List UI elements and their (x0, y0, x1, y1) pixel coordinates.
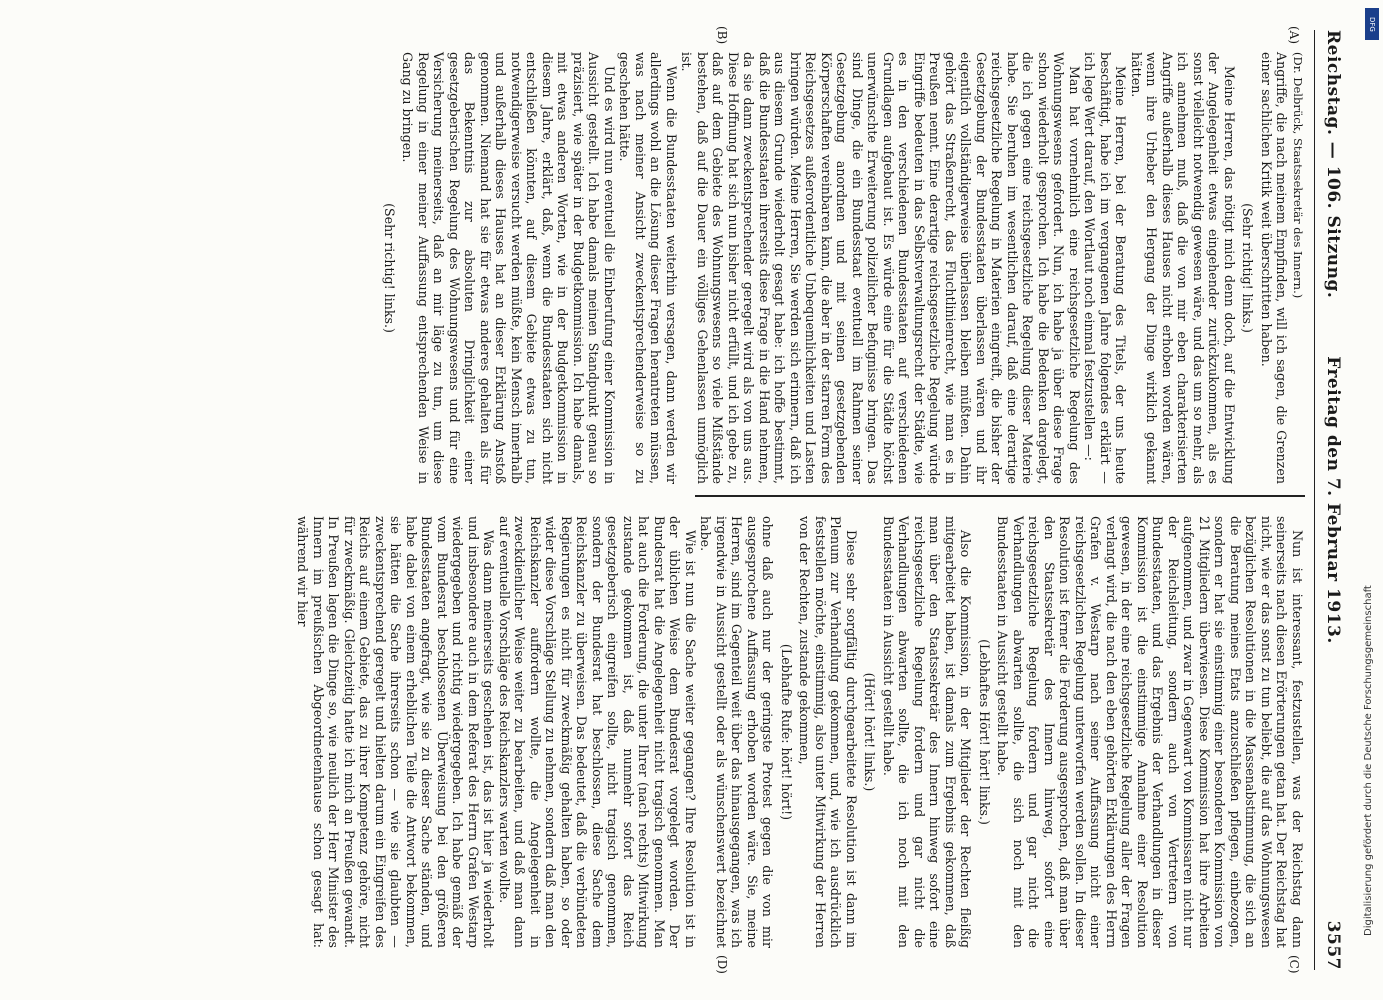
right-column (89, 516, 1305, 948)
interjection: (Lebhaftes Hört! hört! links.) (977, 639, 992, 825)
margin-marker-c: (C) (1287, 955, 1301, 974)
paragraph: Was dann meinerseits geschehen ist, das ist hier ja wiederholt und insbesondere auch in dem Referat des Herrn Grafen Westarp wiedergegeben und richtig wiedergegeben. Ich habe gemäß der vom Bundesrat beschlossenen Überweisung bei den größeren Bundesstaaten angefragt, wie sie zu dieser Sache ständen, und habe dabei von einem erheblichen Teile die Antwort bekommen, sie hätten die Sache ihrerseits schon — wie sie glaubten — zweckentsprechend geregelt und hielten darum ein Eingreifen des Reichs auf einem Gebiete, das zu ihrer Kompetenz gehöre, nicht für zweckmäßig. Gleichzeitig hatte ich mich an Preußen gewandt. In Preußen lagen die Dinge so, wie neulich der Herr Minister des Innern im preußischen Abgeordnetenhause schon gesagt hat: während wir hier (295, 516, 497, 948)
paragraph: Meine Herren, das nötigt mich denn doch, auf die Entwicklung der Angelegenheit etwas eingehender zurückzukommen, als es sonst vielleicht notwendig gewesen wäre, und das um so mehr, als ich annehmen muß, daß die von mir eben charakterisierten Angriffe außerhalb dieses Hauses nicht erhoben worden wären, wenn ihre Urheber den Hergang der Dinge wirklich gekannt hätten. (1129, 52, 1237, 484)
paragraph: Diese sehr sorgfältig durchgearbeitete Resolution ist dann im Plenum zur Verhandlung gekommen, und, wie ich ausdrücklich feststellen möchte, einstimmig, also unter Mitwirkung der Herren von der Rechten, zustande gekommen, (797, 516, 859, 948)
paragraph: Wie ist nun die Sache weiter gegangen? Ihre Resolution ist in der üblichen Weise dem Bundesrat vorgelegt worden. Der Bundesrat hat die Angelegenheit nicht tragisch genommen. Man hat auch die Forderung, die unter Ihrer (nach rechts) Mitwirkung zustande gekommen ist, daß nunmehr sofort das Reich gesetzgeberisch eingreifen sollte, nicht tragisch genommen, sondern der Bundesrat hat beschlossen, diese Sache dem Reichskanzler zu überweisen. Das bedeutet, daß die verbündeten Regierungen es nicht für zweckmäßig gehalten haben, so oder wider diese Vorschläge Stellung zu nehmen, sondern daß man den Reichskanzler auffordern wollte, die Angelegenheit in zweckdienlicher Weise weiter zu bearbeiten, und daß man dann auf eventuelle Vorschläge des Reichskanzlers warten wollte. (497, 516, 698, 948)
paragraph: Nun ist interessant, festzustellen, was der Reichstag dann seinerseits nach diesen Erörterungen getan hat. Der Reichstag hat nicht, wie er das sonst zu tun beliebt, die auf das Wohnungswesen bezüglichen Resolutionen in die Massenabstimmung, die sich an die Beratung meines Etats anzuschließen pflegen, einbezogen, sondern er hat sie einstimmig einer besonderen Kommission von 21 Mitgliedern überwiesen. Diese Kommission hat ihre Arbeiten aufgenommen, und zwar in Gegenwart von Kommissaren nicht nur der Reichsleitung, sondern auch von Vertretern von Bundesstaaten, und das Ergebnis der Verhandlungen in dieser Kommission ist die einstimmige Annahme einer Resolution gewesen, in der eine reichsgesetzliche Regelung aller der Fragen verlangt wird, die nach den eben gehörten Erklärungen des Herrn Grafen v. Westarp nach seiner Auffassung nicht einer reichsgesetzlichen Regelung unterworfen werden sollen. In dieser Resolution ist ferner die Forderung ausgesprochen, daß man über den Staatssekretär des Innern hinweg, sofort eine reichsgesetzliche Regelung fordern und gar nicht die Verhandlungen abwarten sollte, die sich noch mit den Bundesstaaten in Aussicht gestellt habe. (995, 516, 1305, 948)
margin-marker-d: (D) (715, 955, 729, 974)
speaker-line: (Dr. Delbrück, Staatssekretär des Innern.) (1291, 52, 1305, 299)
paragraph: ohne daß auch nur der geringste Protest gegen die von mir ausgesprochene Auffassung erhoben worden wäre. Sie, meine Herren, sind im Gegenteil weit über das hinausgegangen, was ich irgendwie in Aussicht gestellt oder als wünschenswert bezeichnet habe. (698, 516, 776, 948)
column-rule (695, 495, 1305, 497)
page-header (1315, 30, 1349, 970)
paragraph: Also die Kommission, in der Mitglieder der Rechten fleißig mitgearbeitet haben, ist damals zum Ergebnis gekommen, daß man über den Staatssekretär des Innern hinweg sofort eine reichsgesetzliche Regelung fordern und gar nicht die Verhandlungen abwarten sollte, die ich noch mit den Bundesstaaten in Aussicht gestellt habe. (881, 516, 974, 948)
paragraph: Meine Herren, bei der Beratung des Titels, der uns heute beschäftigt, habe ich im vergangenen Jahre folgendes erklärt — ich lege Wert darauf, den Wortlaut noch einmal festzustellen —: (1082, 52, 1129, 484)
margin-marker-a: (A) (1287, 26, 1301, 45)
page-number: 3557 (1323, 920, 1343, 970)
paragraph: Und es wird nun eventuell die Einberufung einer Kommission in Aussicht gestellt. Ich habe damals meinen Standpunkt genau so präzisiert, wie später in der Budgetkommission. Ich habe damals, mit etwas anderen Worten, wie in der Budgetkommission in diesem Jahre, erklärt, daß, wenn die Bundesstaaten sich nicht entschließen könnten, auf diesem Gebiete etwas zu tun, notwendigerweise versucht werden müßte, kein Mensch innerhalb und außerhalb dieses Hauses hat an dieser Erklärung Anstoß genommen. Niemand hat sie für etwas anderes gehalten als für das Bekenntnis zur absoluten Dringlichkeit einer gesetzgeberischen Regelung des Wohnungswesens und für eine Versicherung meinerseits, daß an mir läge zu tun, um diese Regelung in einer meiner Auffassung entsprechenden Weise in Gang zu bringen. (400, 52, 617, 484)
interjection: (Hört! hört! links.) (862, 672, 878, 792)
digitization-credit: Digitalisierung gefördert durch die Deutsche Forschungsgemeinschaft (1363, 585, 1374, 936)
left-column (89, 52, 1305, 484)
quoted-paragraph: Wenn die Bundesstaaten weiterhin versagen, dann werden wir allerdings wohl an die Lösung dieser Fragen herantreten müssen, was nach meiner Ansicht zweckentsprechenderweise so zu geschehen hätte. (617, 52, 679, 484)
paragraph: Angriffe, die nach meinem Empfinden, will ich sagen, die Grenzen einer sachlichen Kritik weit überschritten haben. (1259, 52, 1290, 484)
quoted-paragraph: Man hat vornehmlich eine reichsgesetzliche Regelung des Wohnungswesens gefordert. Nun, ich habe ja über diese Frage schon wiederholt gesprochen. Ich habe die Bedenken dargelegt, die ich gegen eine reichsgesetzliche Regelung dieser Materie habe. Sie beruhen im wesentlichen darauf, daß eine derartige reichsgesetzliche Regelung in Materien eingreift, die bisher der Gesetzgebung der Bundesstaaten überlassen wären und ihr eigentlich vollständigerweise überlassen bleiben müßten. Dahin gehört das Straßenrecht, das Fluchtlinienrecht, wie man es in Preußen nennt. Eine derartige reichsgesetzliche Regelung würde Eingriffe bedeuten in das Selbstverwaltungsrecht der Städte, wie es in den verschiedenen Bundesstaaten auf verschiedenen Grundlagen aufgebaut ist. Es würde eine für die Städte höchst unerwünschte Erweiterung polizeilicher Befugnisse bringen. Das sind Dinge, die ein Bundesstaat eventuell im Rahmen seiner Gesetzgebung anordnen und mit seinen gesetzgebenden Körperschaften vereinbaren kann, die aber in der starren Form des Reichsgesetzes außerordentliche Unbequemlichkeiten und Lasten bringen würden. Meine Herren, Sie werden sich erinnern, daß ich aus diesem Grunde wiederholt gesagt habe: ich hoffe bestimmt, daß die Bundesstaaten ihrerseits diese Frage in die Hand nehmen, da sie dann zweckentsprechender geregelt wird als von uns aus. Diese Hoffnung hat sich nun bisher nicht erfüllt, und ich gebe zu, daß auf dem Gebiete des Wohnungswesens so viele Mißstände bestehen, daß auf die Dauer ein völliges Gehenlassen unmöglich ist. (679, 52, 1082, 484)
header-date: Freitag den 7. Februar 1913. (1323, 356, 1343, 644)
margin-marker-b: (B) (715, 26, 729, 45)
dfg-logo: DFG (1365, 8, 1379, 40)
interjection: (Sehr richtig! links.) (1240, 203, 1256, 333)
header-session: Reichstag. — 106. Sitzung. (1323, 30, 1343, 299)
rotated-page (89, 26, 1349, 974)
interjection: (Lebhafte Rufe: hört! hört!) (779, 643, 794, 821)
header-rule (1314, 30, 1315, 970)
interjection: (Sehr richtig! links.) (382, 203, 397, 333)
